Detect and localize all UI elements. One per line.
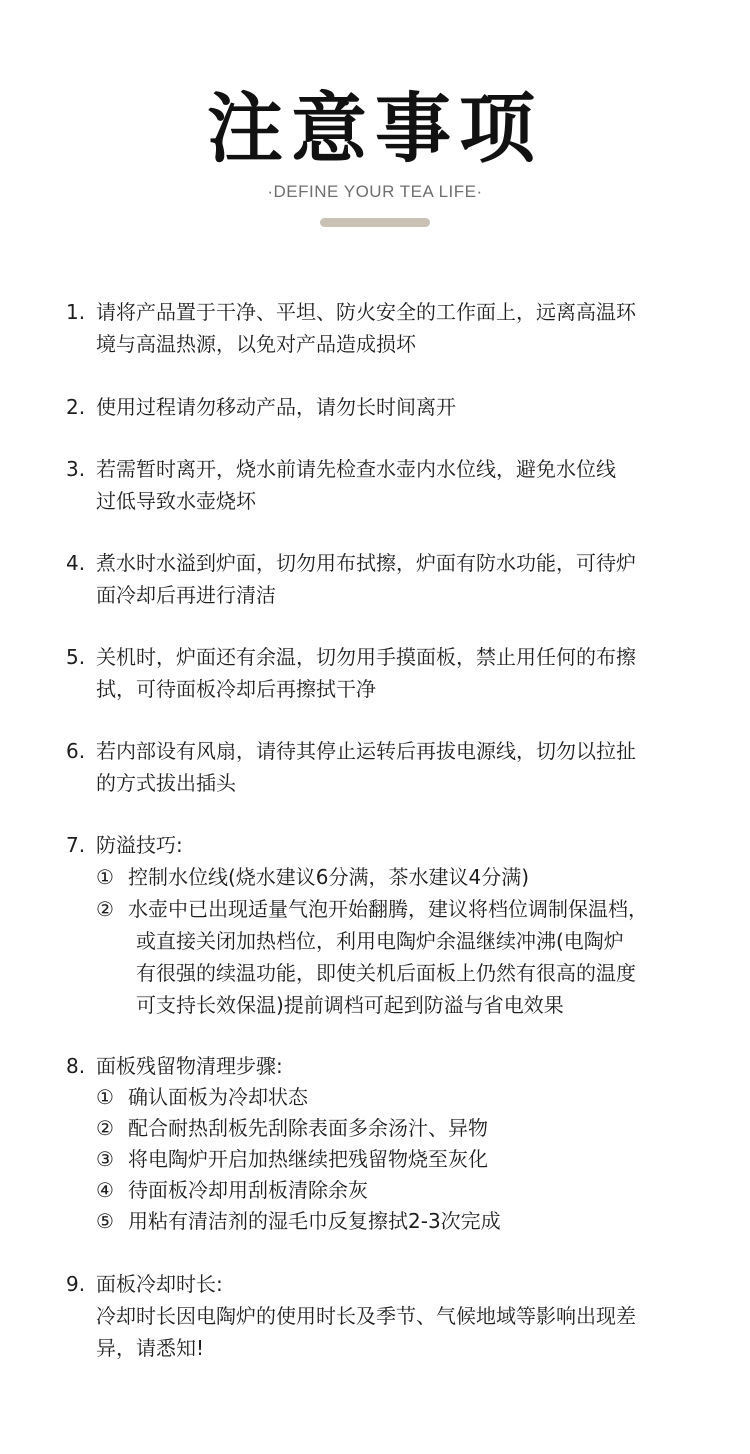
- sub-item-text: 控制水位线(烧水建议6分满，茶水建议4分满): [128, 865, 530, 889]
- sub-item-marker: ①: [96, 1085, 114, 1109]
- item-number: 5.: [66, 645, 86, 669]
- item-heading: 面板冷却时长:: [96, 1272, 223, 1296]
- item-text-line: 冷却时长因电陶炉的使用时长及季节、气候地域等影响出现差: [96, 1304, 636, 1328]
- sub-item-text: 确认面板为冷却状态: [128, 1085, 308, 1109]
- item-text-line: 拭，可待面板冷却后再擦拭干净: [96, 677, 376, 701]
- item-number: 3.: [66, 457, 86, 481]
- item-text-line: 异，请悉知!: [96, 1336, 205, 1360]
- sub-item-text: 或直接关闭加热档位，利用电陶炉余温继续冲沸(电陶炉: [136, 929, 624, 953]
- item-text-line: 关机时，炉面还有余温，切勿用手摸面板，禁止用任何的布擦: [96, 645, 636, 669]
- sub-item-text: 可支持长效保温)提前调档可起到防溢与省电效果: [136, 993, 564, 1017]
- sub-item-text: 待面板冷却用刮板清除余灰: [128, 1178, 368, 1202]
- item-text-line: 煮水时水溢到炉面，切勿用布拭擦，炉面有防水功能，可待炉: [96, 551, 636, 575]
- sub-item-text: 配合耐热刮板先刮除表面多余汤汁、异物: [128, 1116, 488, 1140]
- sub-item-marker: ②: [96, 1116, 114, 1140]
- item-text-line: 若需暂时离开，烧水前请先检查水壶内水位线，避免水位线: [96, 457, 616, 481]
- sub-item-marker: ④: [96, 1178, 114, 1202]
- item-text-line: 若内部设有风扇，请待其停止运转后再拔电源线，切勿以拉扯: [96, 739, 636, 763]
- item-heading: 防溢技巧:: [96, 833, 183, 857]
- item-number: 6.: [66, 739, 86, 763]
- item-number: 7.: [66, 833, 86, 857]
- sub-item-marker: ①: [96, 865, 114, 889]
- page-title: 注意事项: [207, 84, 543, 173]
- sub-item-text: 用粘有清洁剂的湿毛巾反复擦拭2-3次完成: [128, 1209, 501, 1233]
- item-number: 2.: [66, 395, 86, 419]
- item-number: 4.: [66, 551, 86, 575]
- sub-item-marker: ⑤: [96, 1209, 114, 1233]
- item-text-line: 境与高温热源，以免对产品造成损坏: [96, 332, 416, 356]
- item-heading: 面板残留物清理步骤:: [96, 1054, 283, 1078]
- item-number: 8.: [66, 1054, 86, 1078]
- page-subtitle: ·DEFINE YOUR TEA LIFE·: [267, 182, 483, 201]
- sub-item-marker: ②: [96, 897, 114, 921]
- sub-item-text: 有很强的续温功能，即使关机后面板上仍然有很高的温度: [136, 961, 636, 985]
- item-text-line: 面冷却后再进行清洁: [96, 583, 276, 607]
- item-text-line: 过低导致水壶烧坏: [96, 489, 256, 513]
- item-text-line: 使用过程请勿移动产品，请勿长时间离开: [96, 395, 456, 419]
- sub-item-text: 水壶中已出现适量气泡开始翻腾，建议将档位调制保温档，: [128, 897, 648, 921]
- item-text-line: 的方式拔出插头: [96, 771, 236, 795]
- item-text-line: 请将产品置于干净、平坦、防火安全的工作面上，远离高温环: [96, 300, 636, 324]
- sub-item-text: 将电陶炉开启加热继续把残留物烧至灰化: [128, 1147, 488, 1171]
- sub-item-marker: ③: [96, 1147, 114, 1171]
- item-number: 9.: [66, 1272, 86, 1296]
- item-number: 1.: [66, 300, 86, 324]
